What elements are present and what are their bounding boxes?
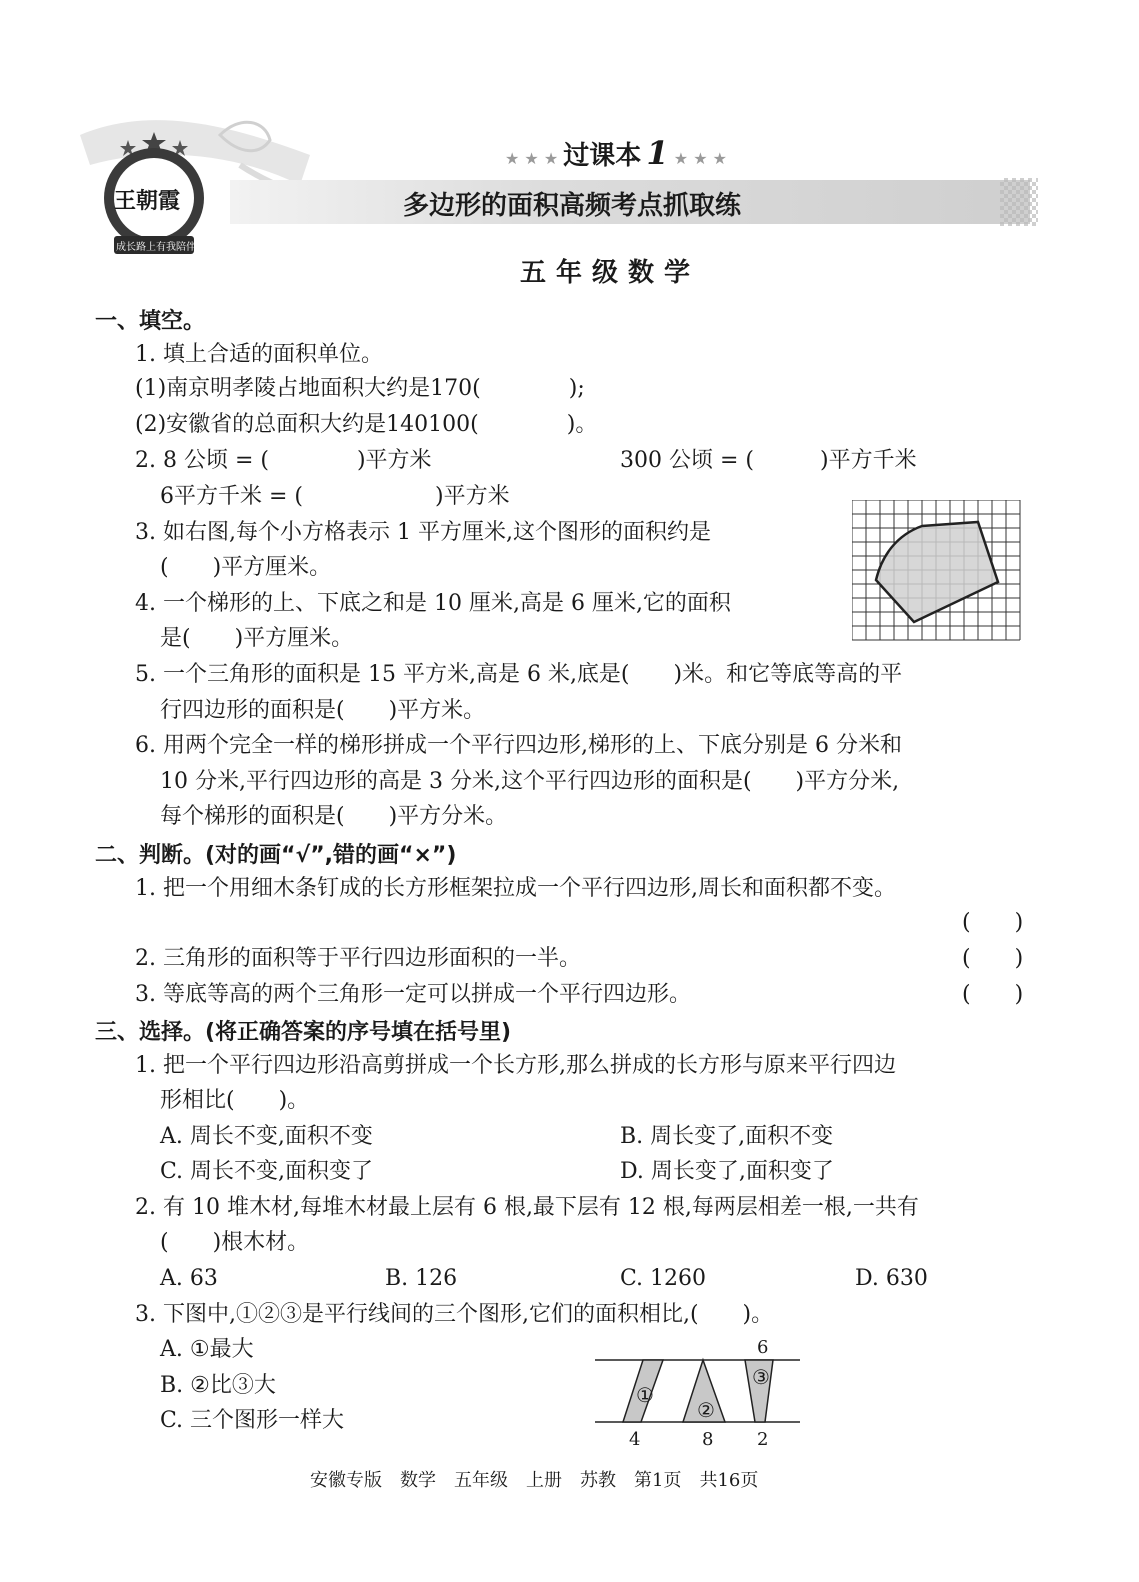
s2-q1: 1. 把一个用细木条钉成的长方形框架拉成一个平行四边形,周长和面积都不变。 bbox=[135, 876, 896, 901]
logo-name: 王朝霞 bbox=[114, 188, 181, 214]
s3-q3: 3. 下图中,①②③是平行线间的三个图形,它们的面积相比,( )。 bbox=[135, 1302, 774, 1327]
section1-title: 一、填空。 bbox=[95, 309, 206, 334]
s1-q2b: 300 公顷 = ( )平方千米 bbox=[620, 448, 917, 473]
logo-motto-right: 有我陪伴 bbox=[156, 242, 196, 253]
s3-q2-optA: A. 63 bbox=[160, 1266, 218, 1291]
s1-q2a: 2. 8 公顷 = ( )平方米 bbox=[135, 448, 432, 473]
stars-right: ★ ★ ★ bbox=[673, 149, 727, 168]
fig-label-b1: 4 bbox=[629, 1429, 641, 1450]
s3-q3-optC: C. 三个图形一样大 bbox=[160, 1408, 345, 1433]
fig-label-1: ① bbox=[636, 1383, 654, 1407]
s3-q3-optB: B. ②比③大 bbox=[160, 1373, 276, 1398]
grid-polygon-figure bbox=[852, 500, 1022, 645]
page-subtitle: 多边形的面积高频考点抓取练 bbox=[403, 191, 742, 221]
fig-label-top: 6 bbox=[757, 1337, 769, 1358]
kicker bbox=[505, 134, 727, 172]
page-footer: 安徽专版 数学 五年级 上册 苏教 第1页 共16页 bbox=[310, 1470, 759, 1491]
s3-q1-optA: A. 周长不变,面积不变 bbox=[160, 1124, 373, 1149]
section3-title: 三、选择。(将正确答案的序号填在括号里) bbox=[95, 1020, 512, 1045]
s3-q1-optC: C. 周长不变,面积变了 bbox=[160, 1159, 374, 1184]
s1-q6a: 6. 用两个完全一样的梯形拼成一个平行四边形,梯形的上、下底分别是 6 分米和 bbox=[135, 733, 902, 758]
s3-q1a: 1. 把一个平行四边形沿高剪拼成一个长方形,那么拼成的长方形与原来平行四边 bbox=[135, 1053, 896, 1078]
s1-q1a: (1)南京明孝陵占地面积大约是170( ); bbox=[135, 376, 585, 401]
kicker-text: 过课本 bbox=[563, 141, 642, 171]
s1-q1: 1. 填上合适的面积单位。 bbox=[135, 342, 383, 367]
stars-left: ★ ★ ★ bbox=[505, 149, 559, 168]
checker-pattern bbox=[1000, 178, 1038, 226]
s2-q1-paren: ( ) bbox=[962, 910, 1024, 935]
s3-q2a: 2. 有 10 堆木材,每堆木材最上层有 6 根,最下层有 12 根,每两层相差一根,一共有 bbox=[135, 1195, 919, 1220]
s3-q1-optB: B. 周长变了,面积不变 bbox=[620, 1124, 834, 1149]
s2-q2: 2. 三角形的面积等于平行四边形面积的一半。 bbox=[135, 946, 581, 971]
s1-q4a: 4. 一个梯形的上、下底之和是 10 厘米,高是 6 厘米,它的面积 bbox=[135, 591, 731, 616]
parallel-lines-figure bbox=[595, 1330, 805, 1450]
s2-q3: 3. 等底等高的两个三角形一定可以拼成一个平行四边形。 bbox=[135, 982, 691, 1007]
s1-q5a: 5. 一个三角形的面积是 15 平方米,高是 6 米,底是( )米。和它等底等高的平 bbox=[135, 662, 903, 687]
fig-label-b2: 8 bbox=[702, 1429, 714, 1450]
s1-q1b: (2)安徽省的总面积大约是140100( )。 bbox=[135, 412, 598, 437]
brand-logo bbox=[98, 128, 210, 262]
s1-q6b: 10 分米,平行四边形的高是 3 分米,这个平行四边形的面积是( )平方分米, bbox=[160, 769, 900, 794]
s3-q1-optD: D. 周长变了,面积变了 bbox=[620, 1159, 834, 1184]
s2-q3-paren: ( ) bbox=[962, 982, 1024, 1007]
kicker-number: 1 bbox=[646, 134, 669, 172]
s3-q3-optA: A. ①最大 bbox=[160, 1337, 254, 1362]
fig-label-3: ③ bbox=[752, 1365, 770, 1389]
s1-q4b: 是( )平方厘米。 bbox=[160, 626, 354, 651]
logo-motto-left: 成长路上 bbox=[116, 242, 156, 253]
s3-q1b: 形相比( )。 bbox=[160, 1088, 310, 1113]
fig-label-2: ② bbox=[697, 1398, 715, 1422]
page-title: 五年级数学 bbox=[520, 258, 701, 288]
s3-q2-optD: D. 630 bbox=[855, 1266, 928, 1291]
s3-q2b: ( )根木材。 bbox=[160, 1230, 310, 1255]
section2-title: 二、判断。(对的画“√”,错的画“×”) bbox=[95, 843, 457, 868]
s3-q2-optB: B. 126 bbox=[385, 1266, 458, 1291]
s1-q5b: 行四边形的面积是( )平方米。 bbox=[160, 698, 486, 723]
s3-q2-optC: C. 1260 bbox=[620, 1266, 707, 1291]
s2-q2-paren: ( ) bbox=[962, 946, 1024, 971]
s1-q2c: 6平方千米 = ( )平方米 bbox=[160, 484, 510, 509]
s1-q3b: ( )平方厘米。 bbox=[160, 555, 332, 580]
fig-label-b3: 2 bbox=[757, 1429, 769, 1450]
s1-q3a: 3. 如右图,每个小方格表示 1 平方厘米,这个图形的面积约是 bbox=[135, 520, 711, 545]
s1-q6c: 每个梯形的面积是( )平方分米。 bbox=[160, 804, 508, 829]
